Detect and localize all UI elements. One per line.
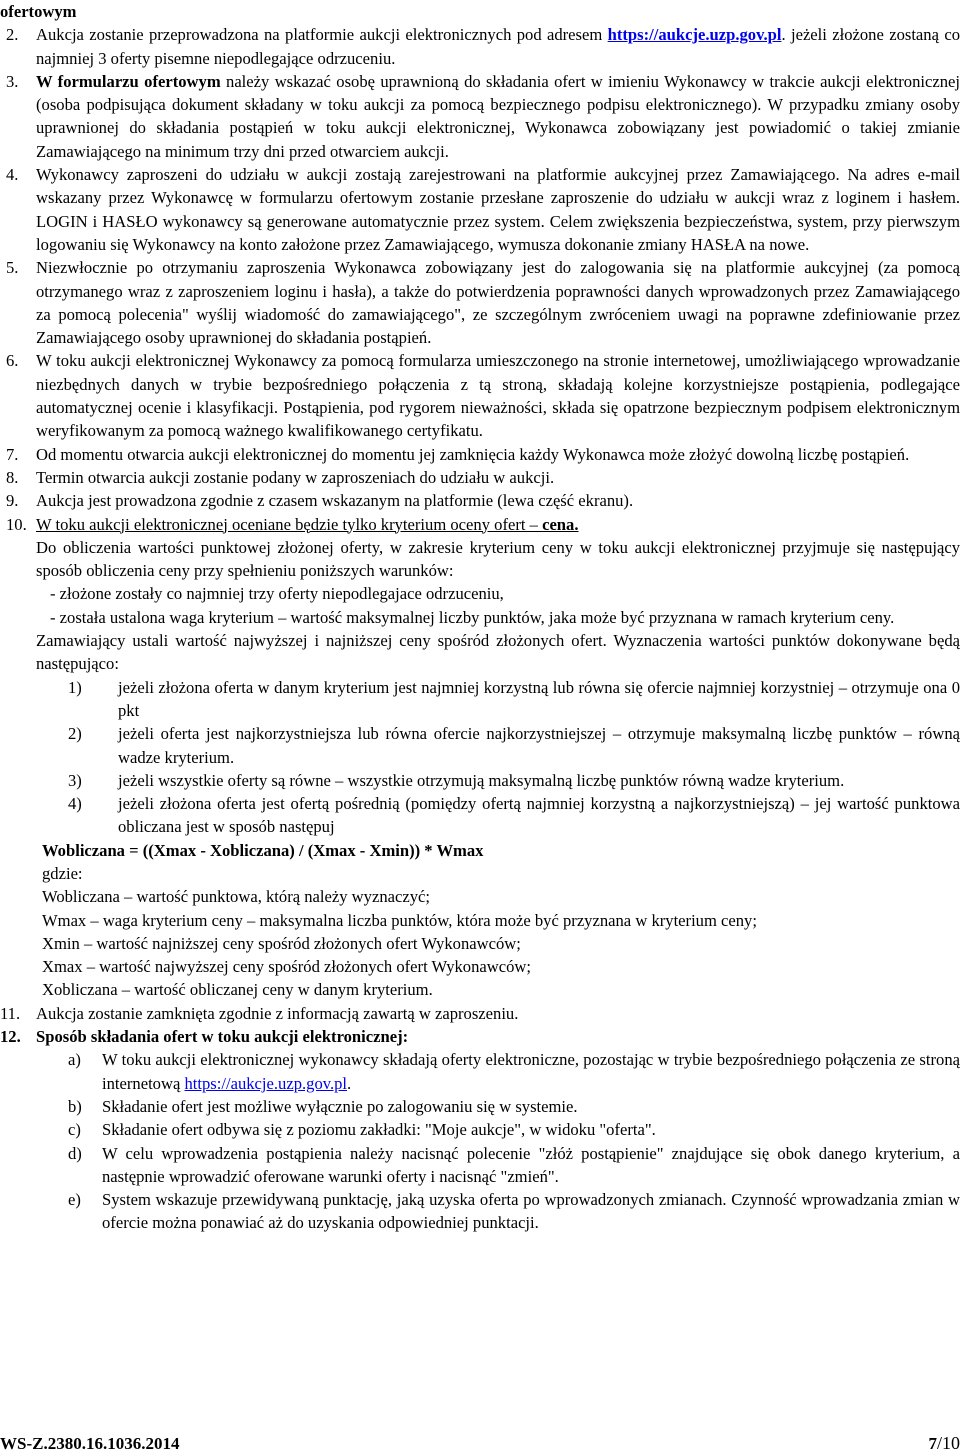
condition-item: - została ustalona waga kryterium – wartość maksymalnej liczby punktów, jaka może być przyznana w ramach kryterium ceny. (50, 607, 895, 627)
list-number: 2. (6, 25, 19, 45)
auction-platform-link[interactable]: https://aukcje.uzp.gov.pl (607, 25, 782, 45)
step-letter: a) (68, 1050, 81, 1070)
bid-step-a (0, 1048, 960, 1095)
list-item-2 (0, 23, 960, 70)
step-letter: b) (68, 1096, 82, 1116)
scoring-formula: Wobliczana = ((Xmax - Xobliczana) / (Xmax - Xmin)) * Wmax (42, 840, 484, 860)
rule-text: jeżeli złożona oferta w danym kryterium jest najmniej korzystną lub równa się ofercie najmniej korzystniej – otrzymuje ona 0 pkt (118, 677, 960, 720)
list-item-7 (0, 443, 960, 466)
legend-intro: gdzie: (42, 863, 83, 883)
rule-text: jeżeli oferta jest najkorzystniejsza lub równa ofercie najkorzystniejszej – otrzymuje maksymalną liczbę punktów – równą wadze kryterium. (118, 724, 960, 767)
scoring-rule-3 (0, 769, 960, 792)
text-segment: Aukcja zostanie przeprowadzona na platformie aukcji elektronicznych pod adresem (36, 25, 608, 45)
step-text: W celu wprowadzenia postąpienia należy nacisnąć polecenie "złóż postąpienie" znajdujące się obok danego kryterium, a następnie wprowadzić oferowane warunki oferty i nacisnąć "zmień". (102, 1143, 960, 1186)
list-item-text: Termin otwarcia aukcji zostanie podany w zaproszeniach do udziału w aukcji. (36, 467, 555, 487)
legend-item: Xmax – wartość najwyższej ceny spośród złożonych ofert Wykonawców; (42, 957, 531, 977)
list-number: 4. (6, 165, 19, 185)
total-pages: /10 (936, 1433, 960, 1453)
list-item-6 (0, 349, 960, 442)
rule-text: jeżeli wszystkie oferty są równe – wszystkie otrzymują maksymalną liczbę punktów równą wadze kryterium. (118, 770, 845, 790)
condition-item: - złożone zostały co najmniej trzy oferty niepodlegajace odrzuceniu, (50, 584, 504, 604)
calculation-intro: Do obliczenia wartości punktowej złożonej oferty, w zakresie kryterium ceny w toku aukcji elektronicznej przyjmuje się następujący sposób obliczenia ceny przy spełnieniu poniższych warunków: (36, 537, 960, 581)
list-item-10 (0, 513, 960, 536)
rule-text: jeżeli złożona oferta jest ofertą pośrednią (pomiędzy ofertą najmniej korzystną a najkorzystniejszą) – jej wartość punktowa obliczana jest w sposób następuj (118, 794, 960, 837)
list-number: 12. (0, 1027, 21, 1047)
step-letter: e) (68, 1190, 81, 1210)
list-item-text (36, 513, 960, 536)
step-text: System wskazuje przewidywaną punktację, jaką uzyska oferta po wprowadzonych zmianach. Czynność wprowadzania zmian w ofercie można ponawiać aż do uzyskania odpowiedniej punktacji. (102, 1190, 960, 1233)
list-number: 8. (6, 467, 19, 487)
list-number: 11. (0, 1003, 21, 1023)
text-segment: . jeżeli złożone zostaną co najmniej 3 oferty pisemne niepodlegające odrzuceniu. (36, 25, 960, 68)
list-item-heading: Sposób składania ofert w toku aukcji elektronicznej: (36, 1027, 409, 1047)
text-segment: W toku aukcji elektronicznej wykonawcy składają oferty elektroniczne, pozostając w trybie bezpośredniego połączenia ze stroną internetową (102, 1050, 960, 1093)
rule-number: 2) (68, 724, 82, 744)
step-letter: d) (68, 1143, 82, 1163)
step-text (102, 1048, 960, 1095)
list-item-text (36, 70, 960, 163)
bid-step-e (0, 1188, 960, 1235)
criterion-name: cena. (542, 514, 579, 534)
rule-number: 1) (68, 677, 82, 697)
list-item-4 (0, 163, 960, 256)
list-item-11 (0, 1002, 960, 1025)
list-number: 5. (6, 258, 19, 278)
legend-item: Xobliczana – wartość obliczanej ceny w danym kryterium. (42, 980, 433, 1000)
list-number: 9. (6, 491, 19, 511)
bid-step-d (0, 1142, 960, 1189)
legend-item: Xmin – wartość najniższej ceny spośród złożonych ofert Wykonawców; (42, 933, 521, 953)
bid-step-c (0, 1118, 960, 1141)
legend-item: Wmax – waga kryterium ceny – maksymalna liczba punktów, która może być przyznana w kryterium ceny; (42, 910, 757, 930)
step-text: Składanie ofert odbywa się z poziomu zakładki: "Moje aukcje", w widoku "oferta". (102, 1120, 656, 1140)
list-item-text: Niezwłocznie po otrzymaniu zaproszenia Wykonawca zobowiązany jest do zalogowania się na platformie aukcyjnej (za pomocą otrzymanego wraz z zaproszeniem loginu i hasła), a także do potwierdzenia poprawności danych wprowadzonych przez Zamawiającego za pomocą polecenia" wyślij wiadomość do zamawiającego", ze szczególnym zwróceniem uwagi na poprawne zdefiniowanie przez Zamawiającego osoby uprawnionej do składania postąpień. (36, 258, 960, 348)
step-letter: c) (68, 1120, 81, 1140)
list-item-8 (0, 466, 960, 489)
list-item-text: W toku aukcji elektronicznej Wykonawcy za pomocą formularza umieszczonego na stronie internetowej, umożliwiającego wprowadzanie niezbędnych danych w trybie bezpośredniego połączenia z tą stroną, składają kolejne korzystniejsze postąpienia, podlegające automatycznej ocenie i klasyfikacji. Postąpienia, pod rygorem nieważności, składa się opatrzone bezpiecznym podpisem elektronicznym weryfikowanym za pomocą ważnego kwalifikowanego certyfikatu. (36, 351, 960, 441)
list-number: 3. (6, 71, 19, 91)
list-number: 7. (6, 444, 19, 464)
list-item-12 (0, 1025, 960, 1048)
text-segment: . (347, 1073, 352, 1093)
scoring-rule-2 (0, 722, 960, 769)
list-item-text: Od momentu otwarcia aukcji elektronicznej do momentu jej zamknięcia każdy Wykonawca może złożyć dowolną liczbę postąpień. (36, 444, 910, 464)
bold-lead: W formularzu ofertowym (36, 71, 221, 91)
step-text: Składanie ofert jest możliwe wyłącznie po zalogowaniu się w systemie. (102, 1096, 578, 1116)
section-heading-fragment: ofertowym (0, 2, 77, 21)
rule-number: 4) (68, 794, 82, 814)
list-item-text: Aukcja zostanie zamknięta zgodnie z informacją zawartą w zaproszeniu. (36, 1003, 519, 1023)
list-item-9 (0, 489, 960, 512)
scoring-rule-4 (0, 792, 960, 839)
list-number: 10. (6, 514, 27, 534)
list-item-text: Aukcja jest prowadzona zgodnie z czasem wskazanym na platformie (lewa część ekranu). (36, 491, 634, 511)
list-item-text (36, 23, 960, 70)
list-item-3 (0, 70, 960, 163)
list-number: 6. (6, 351, 19, 371)
legend-item: Wobliczana – wartość punktowa, którą należy wyznaczyć; (42, 887, 430, 907)
scoring-intro: Zamawiający ustali wartość najwyższej i najniższej ceny spośród złożonych ofert. Wyznaczenia wartości punktów dokonywane będą następująco: (36, 631, 960, 674)
auction-platform-link[interactable]: https://aukcje.uzp.gov.pl (184, 1073, 348, 1093)
current-page: 7 (928, 1434, 937, 1453)
list-item-text: Wykonawcy zaproszeni do udziału w aukcji zostają zarejestrowani na platformie aukcyjnej przez Zamawiającego. Na adres e-mail wskazany przez Wykonawcę w formularzu ofertowym zostanie przesłane zaproszenie do udziału w aukcji wraz z loginem i hasłem. LOGIN i HASŁO wykonawcy są generowane automatycznie przez system. Celem zwiększenia bezpieczeństwa, system, przy pierwszym logowaniu się Wykonawcy na konto założone przez Zamawiającego, wymusza dokonanie zmiany HASŁA na nowe. (36, 165, 960, 254)
list-item-5 (0, 256, 960, 349)
bid-step-b (0, 1095, 960, 1118)
text-segment: należy wskazać osobę uprawnioną do składania ofert w imieniu Wykonawcy w trakcie aukcji elektronicznej (osoba podpisująca dokument składany w toku aukcji za pomocą bezpiecznego podpisu elektronicznego). W przypadku zmiany osoby uprawnionej do składania postąpień w toku aukcji elektronicznej, Wykonawca zobowiązany jest powiadomić o takiej zmianie Zamawiającego na minimum trzy dni przed otwarciem aukcji. (36, 71, 960, 161)
document-reference: WS-Z.2380.16.1036.2014 (0, 1434, 180, 1453)
scoring-rule-1 (0, 676, 960, 723)
underlined-text: W toku aukcji elektronicznej oceniane będzie tylko kryterium oceny ofert – (36, 514, 543, 534)
rule-number: 3) (68, 770, 82, 790)
